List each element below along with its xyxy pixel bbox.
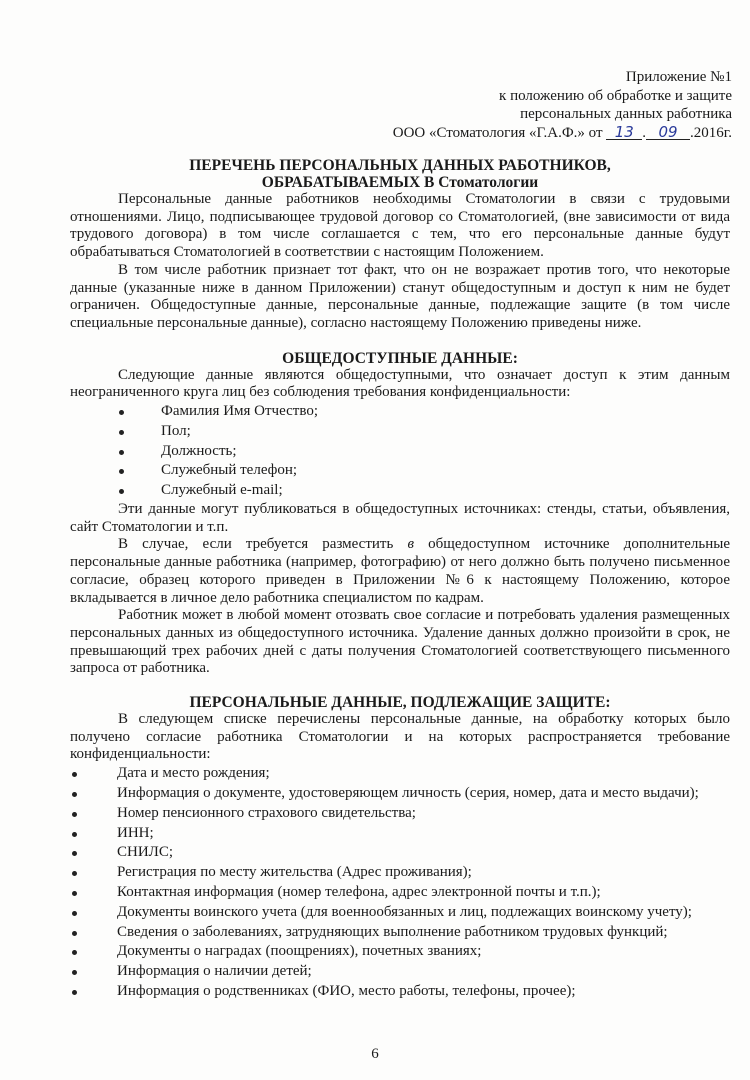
- intro-paragraph-2: В том числе работник признает тот факт, что он не возражает против того, что некоторые данные (указанные ниже в данном Приложении) станут общедоступным и доступ к ним не будет ограничен. Общедоступные данные, персональные данные, подлежащие защите (в том числе специальные персональные данные), согласно настоящему Положению приведены ниже.: [70, 261, 730, 331]
- list-item: Документы воинского учета (для военнообязанных и лиц, подлежащих воинскому учету);: [70, 903, 730, 923]
- document-title: [70, 157, 730, 191]
- protected-data-lead: В следующем списке перечислены персональные данные, на обработку которых было получено согласие работника Стоматологии и на которых распространяется требование конфиденциальности:: [70, 711, 730, 763]
- bullet-icon: [119, 489, 124, 494]
- date-day-handwritten: 13: [606, 125, 642, 140]
- list-item: Пол;: [114, 422, 730, 442]
- bullet-icon: [72, 891, 77, 896]
- bullet-icon: [72, 911, 77, 916]
- date-separator: .: [642, 124, 647, 141]
- list-item: Контактная информация (номер телефона, адрес электронной почты и т.п.);: [70, 883, 730, 903]
- bullet-icon: [72, 812, 77, 817]
- protected-data-list: [70, 764, 730, 1002]
- appendix-subtitle-line2: персональных данных работника: [520, 106, 732, 122]
- org-name: ООО «Стоматология «Г.А.Ф.» от: [392, 124, 603, 141]
- bullet-icon: [72, 772, 77, 777]
- publish-paragraph: Эти данные могут публиковаться в общедоступных источниках: стенды, статьи, объявления, сайт Стоматологии и т.п.: [70, 501, 730, 535]
- public-data-list: [70, 402, 730, 501]
- list-item: Регистрация по месту жительства (Адрес проживания);: [70, 863, 730, 883]
- appendix-header: [70, 68, 732, 142]
- public-data-lead: Следующие данные являются общедоступными, что означает доступ к этим данным неограниченного круга лиц без соблюдения требования конфиденциальности:: [70, 366, 730, 401]
- bullet-icon: [72, 931, 77, 936]
- date-month-handwritten: 09: [646, 125, 690, 140]
- list-item: СНИЛС;: [70, 843, 730, 863]
- bullet-icon: [72, 990, 77, 995]
- bullet-icon: [119, 430, 124, 435]
- list-item: Сведения о заболеваниях, затрудняющих выполнение работником трудовых функций;: [70, 923, 730, 943]
- bullet-icon: [119, 410, 124, 415]
- bullet-icon: [72, 792, 77, 797]
- bullet-icon: [72, 832, 77, 837]
- intro-paragraph-1: Персональные данные работников необходимы Стоматологии в связи с трудовыми отношениями. Лицо, подписывающее трудовой договор со Стоматологией, (вне зависимости от вида трудового договора) в том числе соглашается с тем, что его персональные данные будут обрабатываться Стоматологией в соответствии с настоящим Положением.: [70, 191, 730, 261]
- bullet-icon: [72, 950, 77, 955]
- list-item: Информация о родственниках (ФИО, место работы, телефоны, прочее);: [70, 982, 730, 1002]
- protected-data-heading: ПЕРСОНАЛЬНЫЕ ДАННЫЕ, ПОДЛЕЖАЩИЕ ЗАЩИТЕ:: [189, 694, 611, 712]
- document-page: [70, 68, 730, 1002]
- appendix-number: Приложение №1: [625, 69, 732, 85]
- list-item: Дата и место рождения;: [70, 764, 730, 784]
- list-item: Фамилия Имя Отчество;: [114, 402, 730, 422]
- bullet-icon: [72, 871, 77, 876]
- bullet-icon: [119, 469, 124, 474]
- list-item: Информация о наличии детей;: [70, 962, 730, 982]
- appendix-org-date-line: [70, 124, 732, 143]
- italic-preposition: в: [407, 536, 414, 553]
- list-item: Номер пенсионного страхового свидетельства;: [70, 804, 730, 824]
- list-item: Служебный e-mail;: [114, 481, 730, 501]
- list-item: Должность;: [114, 442, 730, 462]
- list-item: Служебный телефон;: [114, 461, 730, 481]
- bullet-icon: [72, 851, 77, 856]
- additional-data-paragraph: В случае, если требуется разместить в общедоступном источнике дополнительные персональные данные работника (например, фотографию) от него должно быть получено письменное согласие, образец которого приведен в Приложении №6 к настоящему Положению, которое вкладывается в личное дело работника специалистом по кадрам.: [70, 536, 730, 606]
- withdraw-consent-paragraph: Работник может в любой момент отозвать свое согласие и потребовать удаления размещенных персональных данных из общедоступного источника. Удаление данных должно произойти в срок, не превышающий трех рабочих дней с даты получения Стоматологией соответствующего письменного запроса от работника.: [70, 607, 730, 677]
- page-number: 6: [371, 1046, 379, 1062]
- date-year: .2016г.: [690, 124, 732, 141]
- list-item: Информация о документе, удостоверяющем личность (серия, номер, дата и место выдачи);: [70, 784, 730, 804]
- appendix-subtitle-line1: к положению об обработке и защите: [499, 87, 732, 104]
- title-line1: ПЕРЕЧЕНЬ ПЕРСОНАЛЬНЫХ ДАННЫХ РАБОТНИКОВ,: [189, 157, 611, 174]
- public-data-heading: ОБЩЕДОСТУПНЫЕ ДАННЫЕ:: [282, 349, 518, 367]
- bullet-icon: [119, 450, 124, 455]
- list-item: ИНН;: [70, 824, 730, 844]
- bullet-icon: [72, 970, 77, 975]
- title-line2: ОБРАБАТЫВАЕМЫХ В Стоматологии: [261, 174, 539, 191]
- list-item: Документы о наградах (поощрениях), почетных званиях;: [70, 942, 730, 962]
